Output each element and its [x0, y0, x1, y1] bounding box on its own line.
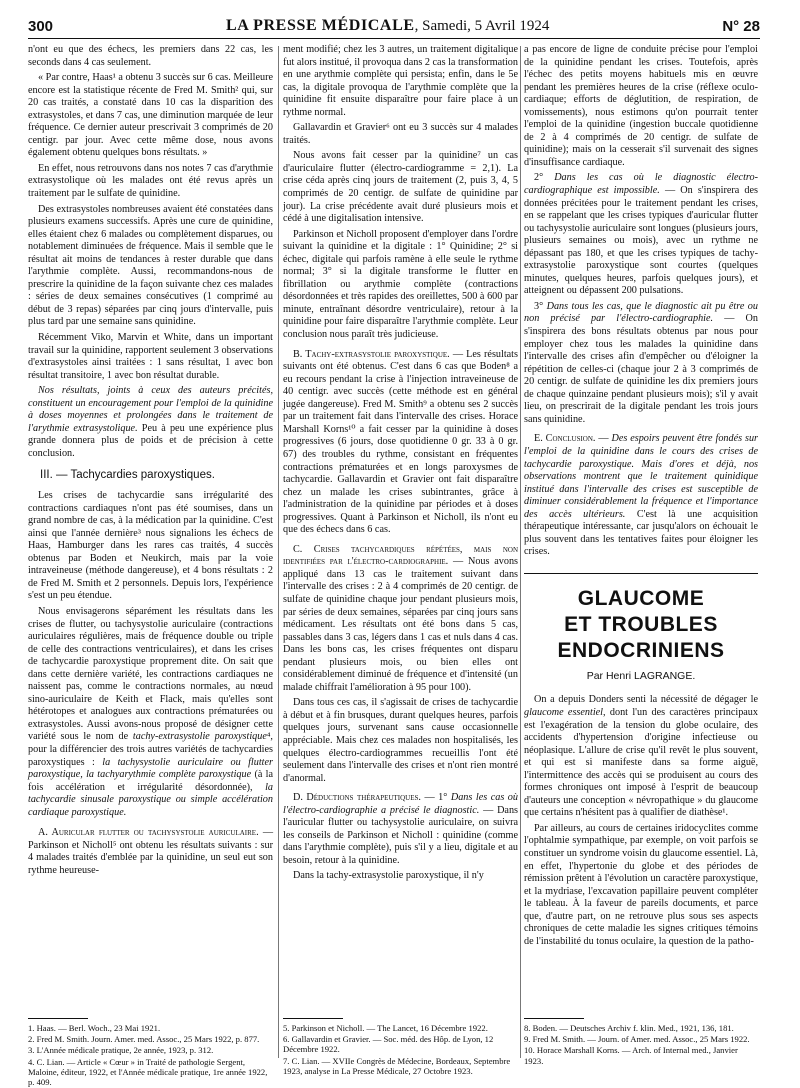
text: — Parkinson et Nicholl⁵ ont obtenu les résultats suivants : sur 4 malades traités d'emblée par la quinidine, un seul eut son rythme heureuse-	[28, 827, 273, 876]
paragraph	[283, 349, 518, 537]
text: Peu à peu une expérience plus grande donnera plus de poids et de précision à cette conclusion.	[28, 422, 273, 459]
text: 2°	[534, 172, 555, 184]
paragraph: n'ont eu que des échecs, les premiers dans 22 cas, les seconds dans 4 cas seulement.	[28, 44, 273, 68]
issue-number: N° 28	[722, 17, 760, 35]
paragraph	[524, 694, 758, 819]
text: — Dans l'auricular flutter ou tachysystolie auriculaire, on suivra les conseils de Parkinson et Nicholl : quinidine (comme dans l'arythmie complète), puis s'il y a lieu, digitale et au besoin, retour à la quinidine.	[283, 804, 519, 866]
paragraph: Des extrasystoles nombreuses avaient été constatées dans plusieurs examens successifs. Après une cure de quinidine, elles étaient chez 6 malades ou complètement disparues, ou notablement diminuées de fréquence. Mais il semble que le résultat ait moins de tendances à rester durable que dans l'arythmie complète. Aussi, recommandons-nous de prescrire la quinidine de la façon suivante chez ces malades : séries de deux semaines consécutives (1 comprimé au début de 3 repas) séparées par cinq jours d'intervalle, puis plus tard par une semaine sans quinidine.	[28, 203, 273, 328]
subsection-lead: E. Conclusion.	[534, 433, 596, 445]
text: — Nous avons appliqué dans 13 cas le traitement suivant dans l'intervalle des crises : 2 à 4 comprimés de 20 centigr. de sulfate de quinidine chaque jour pendant plusieurs mois, par séries de deux semaines, séparées par cinq jours sans médicament. Les résultats ont été bons dans 5 cas, passables dans 3 cas, légers dans 1 cas et nuls dans 4 cas. Dans les bons cas, les crises fréquentes ont disparu pendant plusieurs mois, ou bien elles ont considérablement diminué de fréquence et d'intensité (un malade chiffrait l'amélioration à 95 pour 100).	[283, 556, 519, 693]
italic-text: la tachysystolie auriculaire ou flutter paroxystique, la tachyarythmie complète paroxystique	[28, 756, 273, 781]
article-title: GLAUCOME	[577, 586, 705, 610]
footnote: 9. Fred M. Smith. — Journ. of Amer. med. Assoc., 25 Mars 1922.	[524, 1034, 750, 1045]
subsection-lead: A. Auricular flutter ou tachysystolie auriculaire.	[38, 827, 259, 839]
paragraph: Nous avons fait cesser par la quinidine⁷ un cas d'auriculaire flutter (électro-cardiogramme = 2,1). La crise céda après cinq jours de traitement (2, puis 3, 4, 5 comprimés de 20 centigr. de sulfate de quinidine par jour). La crise précédente avait duré plusieurs mois et cédé à une digitalisation intensive.	[283, 150, 518, 225]
text: —	[595, 433, 612, 445]
italic-text: Des espoirs peuvent être fondés sur l'emploi de la quinidine dans le cours des crises de tachycardie paroxystique. Mais d'ores et déjà, nos observations montrent que le traitement quinidique institué dans l'intervalle des crises est susceptible de diminuer considérablement la fréquence et l'importance des accès ultérieurs.	[524, 433, 759, 520]
paragraph: ment modifié; chez les 3 autres, un traitement digitalique fut alors institué, il provoqua dans 2 cas la transformation en une arythmie complète qui persista; enfin, dans le 5e cas, la digitale provoqua de l'arythmie complète que la quinidine fit ensuite disparaître pour faire place à un rythme normal.	[283, 44, 518, 118]
italic-text: Nos résultats, joints à ceux des auteurs précités, constituent un encouragement pour l'emploi de la quinidine à doses moyennes et prolongées dans le traitement de l'arythmie extrasystolique.	[28, 385, 273, 434]
page-number: 300	[28, 17, 54, 35]
column-divider	[520, 46, 521, 1058]
text: — Les résultats suivants ont été obtenus. C'est dans 6 cas que Boden⁸ a eu recours pendant la crise à l'injection intraveineuse de 40 centigr. avec succès (cette méthode est en général jugée dangereuse). Fred M. Smith⁹ a obtenu ses 2 succès par un traitement fait dans l'intervalle des crises. Horace Marshall Korns¹⁰ a fait cesser par la quinidine à doses progressives (6 jours, dose quotidienne 0 gr. 33 à 0 gr. 67) des troubles du rythme, consistant en fréquentes contractions prématurées et en longs paroxysmes de tachycardie. Gallavardin et Gravier ont fait disparaître chez un malade les crises subintrantes, grâce à l'administration de la quinidine par périodes et à doses progressives. Quant à Parkinson et Nicholl, ils n'ont eu que des échecs dans 6 cas.	[283, 348, 518, 536]
subsection-lead: B. Tachy-extrasystolie paroxystique.	[293, 348, 450, 360]
footnotes-column-2	[283, 1023, 518, 1077]
footnote-rule	[28, 1018, 88, 1019]
footnote: 8. Boden. — Deutsches Archiv f. klin. Med., 1921, 136, 181.	[524, 1023, 734, 1033]
subsection-lead: D. Déductions thérapeutiques.	[293, 792, 421, 804]
paragraph	[283, 792, 518, 867]
paragraph	[28, 606, 273, 819]
paragraph	[28, 385, 273, 460]
paragraph	[283, 544, 518, 695]
text: (à la fois accélération et irrégularité désordonnée),	[28, 769, 273, 793]
column-2	[283, 44, 518, 886]
article-author: Par Henri LAGRANGE.	[586, 669, 696, 682]
footnote: 3. L'Année médicale pratique, 2e année, 1923, p. 312.	[28, 1045, 214, 1056]
text: Nous envisagerons séparément les résultats dans les crises de flutter, ou tachysystolie auriculaire (contractions auriculaires régulières, mais de fréquence double ou triple de celle des contractions ventriculaires), et dans les crises de tachycardie paroxystique proprement dite. On sait que dans cette dernière variété, les contractions cardiaques ne naissent pas, comme le contractions normales, au nœud sino-auriculaire de Keith et Flack, mais qu'elles sont hétérotopes et analogues aux contractions prématurées ou extrasystoles. Aussi avons-nous proposé de désigner cette variété sous le nom de	[28, 605, 273, 743]
paragraph: Parkinson et Nicholl proposent d'employer dans l'ordre suivant la quinidine et la digitale : 1° Quinidine; 2° si échec, digitale qui parfois ramène à elle seule le rythme normal; 3° si la digitale transforme le flutter en fibrillation ou arythmie complète (contractions désordonnées et très rapides des oreillettes, 500 à 600 par minute, entraînant désordre ventriculaire), retour à la quinidine pour faire disparaître l'arythmie complète. Leur conclusion nous paraît très judicieuse.	[283, 228, 518, 341]
paragraph: Récemment Viko, Marvin et White, dans un important travail sur la quinidine, rapportent seulement 3 observations d'extrasystoles ainsi traitées : 1 sans résultat, 1 avec bon résultat transitoire, 1 avec bon résultat durable.	[28, 332, 273, 381]
article-title-block	[524, 573, 758, 683]
text: — On s'inspirera des bons résultats obtenus par nous pour employer chez tous les malades la quinidine dans l'intervalle des crises afin d'empêcher ou d'éloigner la répétition de celles-ci (chaque jour 2 à 3 comprimés de 20 centigr. de sulfate de quinidine les dix premiers jours de chaque quinzaine pendant plusieurs mois); s'il y avait lieu, on prescrirait de la digitale pendant les trois jours sans quinidine.	[524, 313, 758, 425]
footnote: 7. C. Lian. — XVIIe Congrès de Médecine, Bordeaux, Septembre 1923, analyse in La Presse Médicale, 27 Octobre 1923.	[283, 1055, 511, 1076]
text: — 1°	[420, 792, 451, 804]
paragraph: Dans tous ces cas, il s'agissait de crises de tachycardie à début et à fin brusques, durant quelques heures, parfois quelques jours, survenant sans cause occasionnelle appréciable. Mais chez ces malades non hospitalisés, les quelques électro-cardiogrammes recueillis l'ont été seulement dans l'intervalle des crises et n'ont rien montré d'anormal.	[283, 697, 518, 784]
section-heading: III. — Tachycardies paroxystiques.	[40, 468, 215, 481]
footnote-rule	[283, 1018, 343, 1019]
footnotes-column-3	[524, 1023, 758, 1067]
text: — On s'inspirera des données précitées pour le traitement pendant les crises, en se rappelant que les crises typiques d'auricular flutter ou tachysystolie auriculaire sont longues (plusieurs jours, plusieurs semaines ou mois), avec un rythme ne dépassant pas 180, et que les crises typiques de tachy-extrasystolie paroxystique sont courtes (quelques minutes, quelques heures, parfois quelques jours), et atteignent ou dépassent 200 pulsations.	[524, 185, 758, 297]
italic-text: glaucome essentiel	[524, 706, 604, 718]
italic-text: Dans les cas où l'électro-cardiographie a précisé le diagnostic.	[283, 792, 518, 816]
footnote: 4. C. Lian. — Article « Cœur » in Traité de pathologie Sergent, Maloine, éditeur, 1922, et l'Année médicale pratique, 1re année 1922, p. 409.	[28, 1056, 268, 1088]
issue-date: , Samedi, 5 Avril 1924	[414, 18, 550, 34]
italic-text: Dans tous les cas, que le diagnostic ait pu être ou non précisé par l'électro-cardiographie.	[524, 300, 758, 325]
paragraph: En effet, nous retrouvons dans nos notes 7 cas d'arythmie extrasystolique où les malades ont été revus après un traitement par le sulfate de quinidine.	[28, 162, 273, 200]
journal-title	[226, 17, 549, 35]
footnotes-column-1	[28, 1023, 273, 1088]
paragraph	[524, 172, 758, 297]
footnote: 5. Parkinson et Nicholl. — The Lancet, 16 Décembre 1922.	[283, 1023, 488, 1033]
text: 3°	[534, 300, 547, 312]
page-header	[28, 14, 760, 39]
italic-text: la tachycardie sinusale paroxystique ou simple accélération cardiaque paroxystique.	[28, 781, 273, 818]
paragraph: Dans la tachy-extrasystolie paroxystique, il n'y	[293, 870, 484, 882]
column-divider	[278, 46, 279, 1058]
column-3	[524, 44, 758, 951]
paragraph	[524, 433, 758, 558]
italic-text: Dans les cas où le diagnostic électro-cardiographique est impossible.	[524, 172, 758, 197]
footnote: 10. Horace Marshall Korns. — Arch. of Internal med., Janvier 1923.	[524, 1045, 738, 1066]
text: On a depuis Donders senti la nécessité de dégager le	[534, 694, 758, 706]
subsection-lead: C. Crises tachycardiques répétées, mais non identifiées par l'électro-cardiographie.	[283, 543, 518, 568]
article-subtitle: ET TROUBLES ENDOCRINIENS	[557, 612, 725, 662]
journal-name: LA PRESSE MÉDICALE	[226, 17, 415, 34]
italic-text: tachy-extrasystolie paroxystique	[132, 731, 267, 743]
footnote-rule	[524, 1018, 584, 1019]
text: , dont l'un des caractères principaux est l'exagération de la tension du globe oculaire, des accidents d'hypertension d'origine infectieuse ou néoplasique. L'allure de crise qu'il revêt le plus souvent, et qui est si manifeste dans sa forme aiguë, l'intermittence des accès qui se produisent au cours des formes chroniques ont imposé à l'esprit de beaucoup d'auteurs une conception « névropathique » du glaucome que certains n'hésitent pas à qualifier de diathèse¹.	[524, 706, 758, 819]
paragraph: « Par contre, Haas¹ a obtenu 3 succès sur 6 cas. Meilleure encore est la statistique récente de Fred M. Smith² qui, sur 20 cas traités, a constaté dans 10 cas la disparition des extrasystoles, et dans 7 cas, une diminution marquée de leur fréquence. Ce dernier auteur prescrivait 3 comprimés de 20 centigr. par jour. Avec cette même dose, nous avons également obtenu quelques bons résultats. »	[28, 72, 273, 159]
footnote: 2. Fred M. Smith. Journ. Amer. med. Assoc., 25 Mars 1922, p. 877.	[28, 1034, 260, 1045]
paragraph	[28, 827, 273, 877]
text: C'est là une acquisition thérapeutique intéressante, car jusqu'alors on échouait le plus souvent dans les tentatives faites pour éloigner les crises.	[524, 508, 758, 558]
paragraph: Par ailleurs, au cours de certaines iridocyclites comme l'ophtalmie sympathique, par exemple, on voit parfois se constituer un syndrome voisin du glaucome essentiel. Là, en effet, l'hypertonie du globe et des périodes de rémission prêtent à l'évolution un caractère paroxystique, et la mydriase, l'excavation papillaire peuvent compléter le tableau. À la faveur de pareils documents, et parce que, d'autre part, on ne retrouve plus sous ses aspects chroniques de cette maladie les signes critiques témoins de l'instabilité du tonus oculaire, la question de la patho-	[524, 822, 758, 947]
paragraph: Gallavardin et Gravier⁶ ont eu 3 succès sur 4 malades traités.	[283, 122, 518, 146]
footnote: 6. Gallavardin et Gravier. — Soc. méd. des Hôp. de Lyon, 12 Décembre 1922.	[283, 1034, 494, 1055]
text: ⁴, pour la différencier des trois autres variétés de tachycardies paroxystiques :	[28, 731, 273, 768]
column-1	[28, 44, 273, 880]
paragraph: Les crises de tachycardie sans irrégularité des contractions cardiaques n'ont pas été soumises, dans un grand nombre de cas, à la médication par la quinidine. C'est ainsi que l'année dernière³ nous signalions les échecs de Haas, Hamburger dans les rares cas traités, 4 succès obtenus par Boden et Neukirch, mais par la voie intraveineuse (méthode dangereuse), et 4 bons résultats : 2 de Fred M. Smith et 2 personnels. Depuis lors, l'expérience s'est un peu étendue.	[28, 490, 273, 602]
paragraph	[524, 301, 758, 426]
paragraph: a pas encore de ligne de conduite précise pour l'emploi de la quinidine pendant les crises. Toutefois, après l'échec des petits moyens habituels mis en œuvre pendant les premières heures de la crise (réflexe oculo-cardiaque; efforts de déglutition, de respiration, de vomissements), nous estimons qu'on pourrait tenter l'emploi de la quinidine (ingestion buccale quotidienne de 2 à 4 comprimés de 20 centigr. de sulfate de quinidine); mais on la cesserait s'il survenait des signes d'insuffisance cardiaque.	[524, 44, 758, 168]
footnote: 1. Haas. — Berl. Woch., 23 Mai 1921.	[28, 1023, 161, 1033]
